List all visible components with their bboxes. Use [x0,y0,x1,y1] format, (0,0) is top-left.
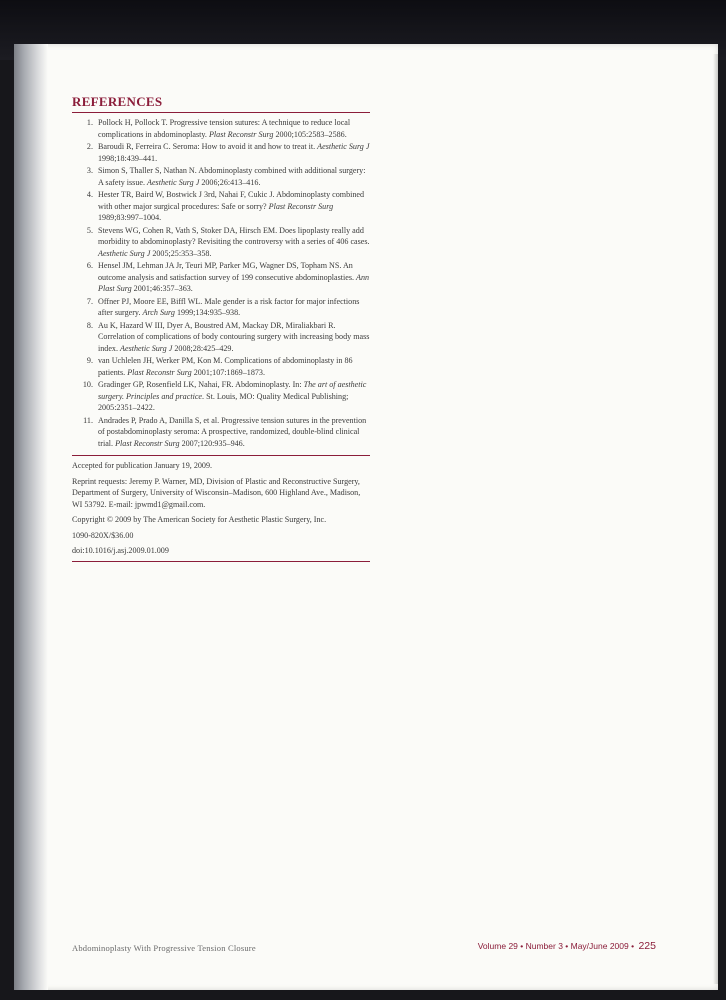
reference-citation: 1998;18:439–441. [98,153,158,163]
running-title: Abdominoplasty With Progressive Tension Closure [72,943,256,953]
reference-item [72,296,370,319]
reference-list [72,117,370,449]
reference-journal: Arch Surg [142,308,175,317]
issue-info [478,940,656,952]
reference-item [72,355,370,378]
reference-text: Andrades P, Prado A, Danilla S, et al. Progressive tension sutures in the prevention of postabdominoplasty seroma: A prospective, randomized, double-blind clinical trial. [98,415,367,448]
page-gutter-shadow [14,44,48,990]
reference-text: van Uchlelen JH, Werker PM, Kon M. Complications of abdominoplasty in 86 patients. [98,356,353,377]
reference-citation: 1989;83:997–1004. [98,213,162,222]
journal-page [14,44,718,990]
reference-number: 6. [86,261,93,270]
reference-text: Offner PJ, Moore EE, Biffl WL. Male gender is a risk factor for major infections after surgery. [98,296,360,317]
reference-item [72,320,370,355]
reference-text: Pollock H, Pollock T. Progressive tension sutures: A technique to reduce local complications in abdominoplasty. [98,118,351,139]
reference-item [72,189,370,224]
accepted-date: Accepted for publication January 19, 2009. [72,461,213,470]
reference-journal: Aesthetic Surg J [98,248,151,258]
reference-citation: 2001;107:1869–1873. [191,367,265,377]
doi-line: doi:10.1016/j.asj.2009.01.009 [72,546,169,555]
reference-number: 4. [86,190,93,199]
reference-journal: Aesthetic Surg J [147,177,200,187]
page-edge [713,54,718,984]
reference-journal: Aesthetic Surg J [120,343,173,353]
reference-citation: 2005;25:353–358. [150,248,212,258]
issue-volume: Volume 29 • Number 3 • May/June 2009 • [477,941,635,951]
references-heading: REFERENCES [72,94,370,113]
reference-number: 2. [86,142,93,151]
reference-citation: . St. Louis, MO: Quality Medical Publishing; 2005:2351–2422. [98,391,349,412]
reference-citation: 2008;28:425–429. [172,343,234,353]
reference-citation: 2000;105:2583–2586. [273,129,347,139]
section-divider [72,455,370,456]
reference-journal: Ann Plast Surg [98,272,370,293]
reference-journal: Plast Reconstr Surg [208,129,274,139]
reference-text: Au K, Hazard W III, Dyer A, Boustred AM, Mackay DR, Miraliakbari R. Correlation of complications of body contouring surgery with increasing body mass index. [98,320,370,353]
reference-item [72,225,370,260]
metadata-divider [72,561,370,562]
reference-item [72,415,370,450]
reference-text: Simon S, Thaller S, Nathan N. Abdominoplasty combined with additional surgery: A safety issue. [98,166,366,187]
reference-citation: 1999;134:935–938. [174,308,241,317]
reference-text: Hensel JM, Lehman JA Jr, Teuri MP, Parker MG, Wagner DS, Topham NS. An outcome analysis and satisfaction survey of 199 consecutive abdominoplasties. [98,261,357,282]
reference-journal: The art of aesthetic surgery. Principles and practice [98,380,367,401]
reference-number: 7. [86,296,93,306]
reference-number: 3. [86,166,93,175]
reprint-requests: Reprint requests: Jeremy P. Warner, MD, Division of Plastic and Reconstructive Surgery, Department of Surgery, University of Wisconsin–Madison, 600 Highland Ave., Madison, WI 53792. E-mail: jpwmd1@gmail.com. [72,476,361,509]
reference-journal: Plast Reconstr Surg [268,201,334,211]
page-number: 225 [638,940,656,952]
reference-text: Hester TR, Baird W, Bostwick J 3rd, Nahai F, Cukic J. Abdominoplasty combined with other major surgical procedures: Safe or sorry? [98,190,365,211]
issn-line: 1090-820X/$36.00 [72,530,134,540]
reference-item [72,260,370,295]
copyright-line: Copyright © 2009 by The American Society for Aesthetic Plastic Surgery, Inc. [72,515,327,524]
reference-journal: Plast Reconstr Surg [115,438,180,448]
reference-citation: 2007;120:935–946. [179,438,245,448]
reference-number: 11. [83,415,93,425]
reference-item [72,379,370,414]
reference-number: 8. [86,320,93,330]
reference-citation: 2001;46:357–363. [131,284,193,293]
reference-item [72,165,370,188]
reference-text: Stevens WG, Cohen R, Vath S, Stoker DA, Hirsch EM. Does lipoplasty really add morbidity to abdominoplasty? Revisiting the controversy with a series of 406 cases. [98,225,370,246]
reference-item [72,141,370,164]
reference-item [72,117,370,140]
references-section [72,94,370,566]
reference-number: 1. [86,118,93,127]
reference-citation: 2006;26:413–416. [199,177,261,187]
reference-number: 9. [86,356,93,365]
reference-number: 5. [86,225,93,235]
reference-journal: Plast Reconstr Surg [127,367,192,377]
reference-text: Baroudi R, Ferreira C. Seroma: How to avoid it and how to treat it. [98,142,318,151]
reference-journal: Aesthetic Surg J [317,142,370,151]
reference-number: 10. [82,380,93,389]
article-metadata [72,460,370,557]
reference-text: Gradinger GP, Rosenfield LK, Nahai, FR. Abdominoplasty. In: [98,380,304,389]
